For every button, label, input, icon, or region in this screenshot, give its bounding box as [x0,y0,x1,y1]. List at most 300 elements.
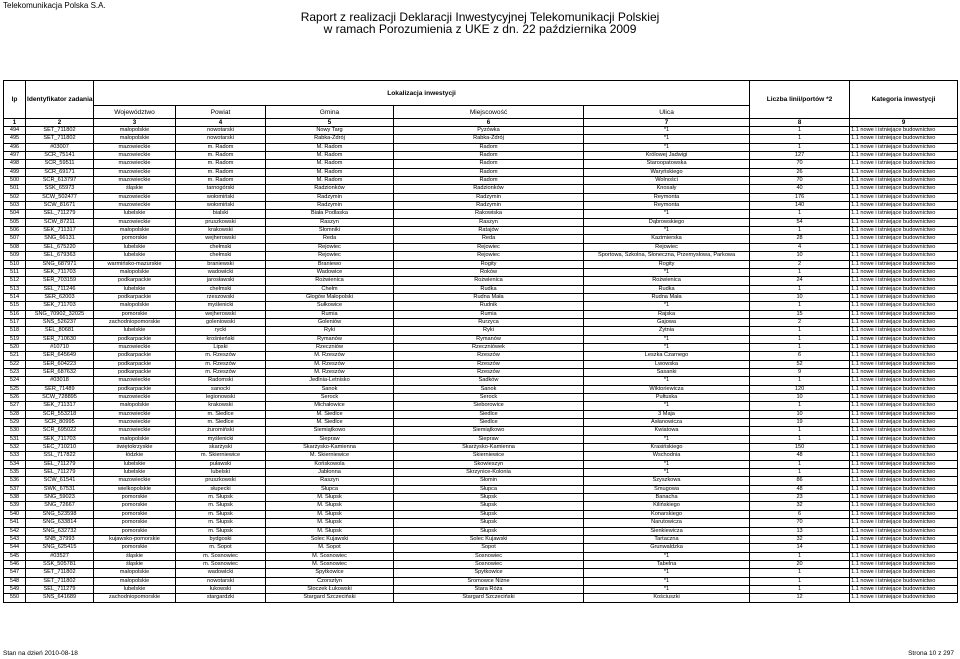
cell-identyfikator: SEL_711279 [26,460,94,468]
cell-powiat: stargardzki [176,594,266,602]
cell-identyfikator: #10710 [26,343,94,351]
table-row [4,544,958,552]
cell-miejscowosc: Ryki [394,327,584,335]
cell-ulica: Sportowa, Szkolna, Słoneczna, Przemysłowa, Parkowa [584,252,750,260]
cell-miejscowosc: Radom [394,177,584,185]
table-row [4,560,958,568]
cell-miejscowosc: Rudka [394,285,584,293]
cell-liczba: 10 [750,394,850,402]
cell-miejscowosc: Rzeszów [394,360,584,368]
cell-liczba: 24 [750,277,850,285]
cell-liczba: 1 [750,435,850,443]
cell-ulica: Rudka [584,285,750,293]
cell-gmina: M. Słupsk [266,502,394,510]
cell-identyfikator: SEL_711279 [26,210,94,218]
cell-liczba: 1 [750,427,850,435]
cell-miejscowosc: Radom [394,160,584,168]
cell-powiat: łukowski [176,585,266,593]
cell-powiat: chełmski [176,285,266,293]
cell-powiat: goleniowski [176,318,266,326]
column-number: 7 [584,119,750,127]
cell-wojewodztwo: mazowieckie [94,160,176,168]
cell-lp: 529 [4,419,26,427]
cell-powiat: m. Sopot [176,544,266,552]
cell-identyfikator: SER_710630 [26,335,94,343]
cell-gmina: M. Słupsk [266,510,394,518]
cell-lp: 543 [4,535,26,543]
cell-wojewodztwo: świętokrzyskie [94,444,176,452]
header-kategoria: Kategoria inwestycji [850,81,958,119]
header-powiat: Powiat [176,106,266,119]
cell-identyfikator: SCR_553218 [26,410,94,418]
cell-liczba: 12 [750,594,850,602]
cell-wojewodztwo: małopolskie [94,402,176,410]
cell-identyfikator: SCR_75141 [26,152,94,160]
cell-lp: 515 [4,302,26,310]
cell-liczba: 1 [750,327,850,335]
cell-gmina: Jabłonna [266,469,394,477]
cell-identyfikator: SCR_80995 [26,419,94,427]
cell-ulica: Rożwienica [584,277,750,285]
cell-gmina: Wadowice [266,268,394,276]
cell-miejscowosc: Skierniewice [394,452,584,460]
cell-gmina: Sanok [266,385,394,393]
cell-ulica: *1 [584,127,750,135]
cell-lp: 501 [4,185,26,193]
cell-liczba: 70 [750,177,850,185]
cell-ulica: *1 [584,268,750,276]
cell-gmina: M. Rzeszów [266,368,394,376]
cell-gmina: Siemiątkowo [266,427,394,435]
column-number-row [4,119,958,127]
table-row [4,485,958,493]
cell-gmina: Nowy Targ [266,127,394,135]
cell-gmina: M. Sosnowiec [266,560,394,568]
cell-identyfikator: SWK_67531 [26,485,94,493]
cell-powiat: myślenicki [176,435,266,443]
cell-ulica: *1 [584,435,750,443]
header-liczba-linii: Liczba linii/portów *2 [750,81,850,119]
cell-lp: 514 [4,293,26,301]
cell-wojewodztwo: podkarpackie [94,293,176,301]
table-row [4,327,958,335]
cell-miejscowosc: Siepraw [394,435,584,443]
header-miejscowosc: Miejscowość [394,106,584,119]
cell-kategoria: 1.1 nowe i istniejące budownictwo [850,135,958,143]
cell-miejscowosc: Rymanów [394,335,584,343]
cell-identyfikator: SET_711802 [26,577,94,585]
cell-gmina: M. Siedlce [266,419,394,427]
cell-gmina: Końskowola [266,460,394,468]
cell-identyfikator: SEK_711317 [26,227,94,235]
cell-identyfikator: SET_711802 [26,135,94,143]
cell-kategoria: 1.1 nowe i istniejące budownictwo [850,302,958,310]
cell-ulica: *1 [584,377,750,385]
cell-wojewodztwo: mazowieckie [94,168,176,176]
cell-miejscowosc: Roków [394,268,584,276]
cell-kategoria: 1.1 nowe i istniejące budownictwo [850,519,958,527]
table-row [4,202,958,210]
cell-ulica: *1 [584,335,750,343]
table-row [4,268,958,276]
cell-lp: 527 [4,402,26,410]
cell-lp: 521 [4,352,26,360]
table-row [4,260,958,268]
table-row [4,377,958,385]
cell-ulica: Smugowa [584,485,750,493]
cell-liczba: 86 [750,477,850,485]
table-row [4,127,958,135]
table-body [4,127,958,603]
cell-kategoria: 1.1 nowe i istniejące budownictwo [850,227,958,235]
cell-kategoria: 1.1 nowe i istniejące budownictwo [850,127,958,135]
cell-wojewodztwo: mazowieckie [94,193,176,201]
cell-kategoria: 1.1 nowe i istniejące budownictwo [850,202,958,210]
cell-identyfikator: SCW_81671 [26,202,94,210]
cell-liczba: 176 [750,193,850,201]
cell-gmina: M. Radom [266,152,394,160]
cell-ulica: 3 Maja [584,410,750,418]
cell-liczba: 48 [750,452,850,460]
cell-kategoria: 1.1 nowe i istniejące budownictwo [850,285,958,293]
cell-miejscowosc: Radom [394,143,584,151]
cell-gmina: Serock [266,394,394,402]
cell-ulica: Wolności [584,177,750,185]
cell-liczba: 23 [750,494,850,502]
cell-wojewodztwo: śląskie [94,560,176,568]
cell-kategoria: 1.1 nowe i istniejące budownictwo [850,385,958,393]
cell-identyfikator: SEK_711703 [26,268,94,276]
cell-identyfikator: SCR_695022 [26,427,94,435]
cell-kategoria: 1.1 nowe i istniejące budownictwo [850,435,958,443]
cell-ulica: Sienkiewicza [584,527,750,535]
cell-lp: 507 [4,235,26,243]
cell-gmina: Spytkowice [266,569,394,577]
table-row [4,535,958,543]
cell-wojewodztwo: podkarpackie [94,335,176,343]
cell-ulica: *1 [584,135,750,143]
cell-lp: 549 [4,585,26,593]
table-row [4,410,958,418]
cell-wojewodztwo: mazowieckie [94,143,176,151]
cell-kategoria: 1.1 nowe i istniejące budownictwo [850,210,958,218]
cell-identyfikator: SEC_710210 [26,444,94,452]
table-row [4,293,958,301]
cell-gmina: Rożwienica [266,277,394,285]
cell-gmina: Siepraw [266,435,394,443]
cell-liczba: 14 [750,544,850,552]
cell-ulica: Narutowicza [584,519,750,527]
cell-powiat: wadowicki [176,569,266,577]
cell-liczba: 10 [750,293,850,301]
cell-gmina: Stoczek Łukowski [266,585,394,593]
cell-wojewodztwo: lubelskie [94,327,176,335]
table-row [4,519,958,527]
cell-miejscowosc: Sadków [394,377,584,385]
cell-ulica: *1 [584,585,750,593]
cell-miejscowosc: Rabka-Zdrój [394,135,584,143]
cell-lp: 526 [4,394,26,402]
cell-kategoria: 1.1 nowe i istniejące budownictwo [850,335,958,343]
cell-lp: 498 [4,160,26,168]
cell-kategoria: 1.1 nowe i istniejące budownictwo [850,243,958,251]
cell-gmina: Rabka-Zdrój [266,135,394,143]
cell-lp: 509 [4,252,26,260]
cell-ulica: Gajowa [584,318,750,326]
cell-miejscowosc: Rudna Mała [394,293,584,301]
cell-identyfikator: SCR_613797 [26,177,94,185]
cell-miejscowosc: Stara Róża [394,585,584,593]
report-title-line1: Raport z realizacji Deklaracji Inwestycyjnej Telekomunikacji Polskiej [300,10,660,24]
cell-powiat: krakowski [176,402,266,410]
cell-lp: 503 [4,202,26,210]
table-row [4,527,958,535]
cell-lp: 532 [4,444,26,452]
table-row [4,152,958,160]
cell-ulica: Szyszkowa [584,477,750,485]
cell-ulica: *1 [584,343,750,351]
cell-miejscowosc: Ratajów [394,227,584,235]
cell-miejscowosc: Radzionków [394,185,584,193]
cell-gmina: M. Rzeszów [266,352,394,360]
cell-ulica: *1 [584,469,750,477]
cell-lp: 548 [4,577,26,585]
cell-gmina: Rymanów [266,335,394,343]
cell-kategoria: 1.1 nowe i istniejące budownictwo [850,527,958,535]
cell-kategoria: 1.1 nowe i istniejące budownictwo [850,469,958,477]
cell-liczba: 32 [750,535,850,543]
cell-lp: 550 [4,594,26,602]
cell-powiat: pruszkowski [176,218,266,226]
cell-wojewodztwo: warmińsko-mazurskie [94,260,176,268]
cell-ulica: *1 [584,227,750,235]
cell-ulica: Pułtuska [584,394,750,402]
cell-gmina: Skarżysko-Kamienna [266,444,394,452]
cell-gmina: M. Siedlce [266,410,394,418]
cell-powiat: bydgoski [176,535,266,543]
cell-kategoria: 1.1 nowe i istniejące budownictwo [850,143,958,151]
cell-ulica: Wiktoriewicza [584,385,750,393]
table-row [4,569,958,577]
cell-miejscowosc: Serock [394,394,584,402]
cell-miejscowosc: Skarżysko-Kamienna [394,444,584,452]
cell-powiat: sanocki [176,385,266,393]
cell-ulica: Tartaczna [584,535,750,543]
cell-miejscowosc: Rurzyca [394,318,584,326]
cell-ulica: *1 [584,569,750,577]
cell-identyfikator: SCR_69171 [26,168,94,176]
cell-wojewodztwo: małopolskie [94,577,176,585]
cell-powiat: m. Radom [176,160,266,168]
cell-wojewodztwo: podkarpackie [94,277,176,285]
cell-powiat: nowotarski [176,135,266,143]
cell-kategoria: 1.1 nowe i istniejące budownictwo [850,419,958,427]
cell-kategoria: 1.1 nowe i istniejące budownictwo [850,394,958,402]
cell-identyfikator: SNG_59023 [26,494,94,502]
cell-identyfikator: SET_711802 [26,127,94,135]
table-row [4,168,958,176]
cell-miejscowosc: Raszyn [394,218,584,226]
cell-identyfikator: SEL_675220 [26,243,94,251]
header-wojewodztwo: Województwo [94,106,176,119]
column-number: 2 [26,119,94,127]
cell-wojewodztwo: pomorskie [94,310,176,318]
cell-liczba: 52 [750,360,850,368]
cell-powiat: m. Radom [176,143,266,151]
cell-miejscowosc: Stargard Szczeciński [394,594,584,602]
cell-kategoria: 1.1 nowe i istniejące budownictwo [850,177,958,185]
cell-kategoria: 1.1 nowe i istniejące budownictwo [850,402,958,410]
footer-date: Stan na dzień 2010-08-18 [3,650,78,657]
cell-lp: 504 [4,210,26,218]
cell-kategoria: 1.1 nowe i istniejące budownictwo [850,327,958,335]
cell-ulica: *1 [584,460,750,468]
cell-ulica: *1 [584,552,750,560]
cell-liczba: 10 [750,410,850,418]
cell-identyfikator: #03527 [26,552,94,560]
cell-wojewodztwo: podkarpackie [94,360,176,368]
cell-miejscowosc: Rożwienica [394,277,584,285]
table-row [4,335,958,343]
cell-powiat: rycki [176,327,266,335]
cell-powiat: chełmski [176,243,266,251]
cell-wojewodztwo: zachodniopomorskie [94,594,176,602]
cell-ulica: Kościuszki [584,594,750,602]
cell-powiat: słupecki [176,485,266,493]
cell-identyfikator: #03018 [26,377,94,385]
cell-identyfikator: SEL_711279 [26,585,94,593]
report-title-line2: w ramach Porozumienia z UKE z dn. 22 października 2009 [323,22,637,36]
cell-kategoria: 1.1 nowe i istniejące budownictwo [850,318,958,326]
table-row [4,502,958,510]
cell-identyfikator: SSK_505781 [26,560,94,568]
cell-lp: 516 [4,310,26,318]
table-row [4,552,958,560]
cell-lp: 506 [4,227,26,235]
cell-liczba: 1 [750,127,850,135]
cell-lp: 494 [4,127,26,135]
table-row [4,177,958,185]
cell-lp: 534 [4,460,26,468]
cell-kategoria: 1.1 nowe i istniejące budownictwo [850,235,958,243]
table-row [4,343,958,351]
cell-wojewodztwo: pomorskie [94,502,176,510]
cell-gmina: Głogów Małopolski [266,293,394,301]
cell-identyfikator: SCW_728895 [26,394,94,402]
cell-kategoria: 1.1 nowe i istniejące budownictwo [850,460,958,468]
cell-powiat: tarnogórski [176,185,266,193]
cell-lp: 523 [4,368,26,376]
table-row [4,302,958,310]
cell-liczba: 1 [750,460,850,468]
cell-powiat: Radomski [176,377,266,385]
cell-gmina: M. Skierniewice [266,452,394,460]
table-row [4,585,958,593]
cell-powiat: bialski [176,210,266,218]
cell-wojewodztwo: zachodniopomorskie [94,318,176,326]
cell-lp: 537 [4,485,26,493]
cell-identyfikator: SNG_66131 [26,235,94,243]
cell-wojewodztwo: śląskie [94,552,176,560]
cell-wojewodztwo: łódzkie [94,452,176,460]
cell-ulica: Sasanki [584,368,750,376]
cell-wojewodztwo: małopolskie [94,268,176,276]
cell-wojewodztwo: mazowieckie [94,218,176,226]
table-row [4,368,958,376]
cell-wojewodztwo: pomorskie [94,510,176,518]
cell-lp: 538 [4,494,26,502]
table-row [4,160,958,168]
cell-miejscowosc: Sopot [394,544,584,552]
cell-gmina: M. Sosnowiec [266,552,394,560]
cell-powiat: m. Rzeszów [176,352,266,360]
cell-ulica: Konarskiego [584,510,750,518]
cell-lp: 528 [4,410,26,418]
table-row [4,460,958,468]
cell-liczba: 2 [750,318,850,326]
header-lokalizacja: Lokalizacja inwestycji [94,81,750,106]
cell-wojewodztwo: lubelskie [94,469,176,477]
cell-lp: 522 [4,360,26,368]
cell-wojewodztwo: lubelskie [94,585,176,593]
cell-kategoria: 1.1 nowe i istniejące budownictwo [850,368,958,376]
cell-lp: 512 [4,277,26,285]
cell-powiat: m. Słupsk [176,502,266,510]
cell-ulica: Staroopatowska [584,160,750,168]
table-row [4,218,958,226]
cell-gmina: Raszyn [266,218,394,226]
cell-powiat: jarosławski [176,277,266,285]
cell-miejscowosc: Radzymin [394,193,584,201]
cell-gmina: M. Sopot [266,544,394,552]
cell-kategoria: 1.1 nowe i istniejące budownictwo [850,452,958,460]
cell-kategoria: 1.1 nowe i istniejące budownictwo [850,444,958,452]
cell-wojewodztwo: mazowieckie [94,427,176,435]
cell-identyfikator: SEL_711246 [26,285,94,293]
cell-gmina: Biała Podlaska [266,210,394,218]
cell-kategoria: 1.1 nowe i istniejące budownictwo [850,535,958,543]
column-number: 8 [750,119,850,127]
table-row [4,143,958,151]
cell-kategoria: 1.1 nowe i istniejące budownictwo [850,360,958,368]
cell-liczba: 2 [750,260,850,268]
cell-liczba: 1 [750,343,850,351]
cell-lp: 535 [4,469,26,477]
cell-identyfikator: SER_645649 [26,352,94,360]
cell-powiat: m. Sosnowiec [176,560,266,568]
cell-lp: 533 [4,452,26,460]
cell-liczba: 1 [750,335,850,343]
header-identyfikator: Identyfikator zadania [26,81,94,119]
cell-liczba: 70 [750,519,850,527]
cell-ulica: Grunwaldzka [584,544,750,552]
cell-ulica: Żytnia [584,327,750,335]
cell-kategoria: 1.1 nowe i istniejące budownictwo [850,277,958,285]
cell-identyfikator: SNG_625415 [26,544,94,552]
cell-lp: 524 [4,377,26,385]
cell-gmina: Radzymin [266,202,394,210]
cell-lp: 544 [4,544,26,552]
cell-ulica: Tabelna [584,560,750,568]
cell-lp: 518 [4,327,26,335]
cell-kategoria: 1.1 nowe i istniejące budownictwo [850,218,958,226]
cell-miejscowosc: Solec Kujawski [394,535,584,543]
header-ulica: Ulica [584,106,750,119]
cell-powiat: nowotarski [176,127,266,135]
cell-lp: 505 [4,218,26,226]
cell-miejscowosc: Rzeszów [394,352,584,360]
cell-lp: 546 [4,560,26,568]
